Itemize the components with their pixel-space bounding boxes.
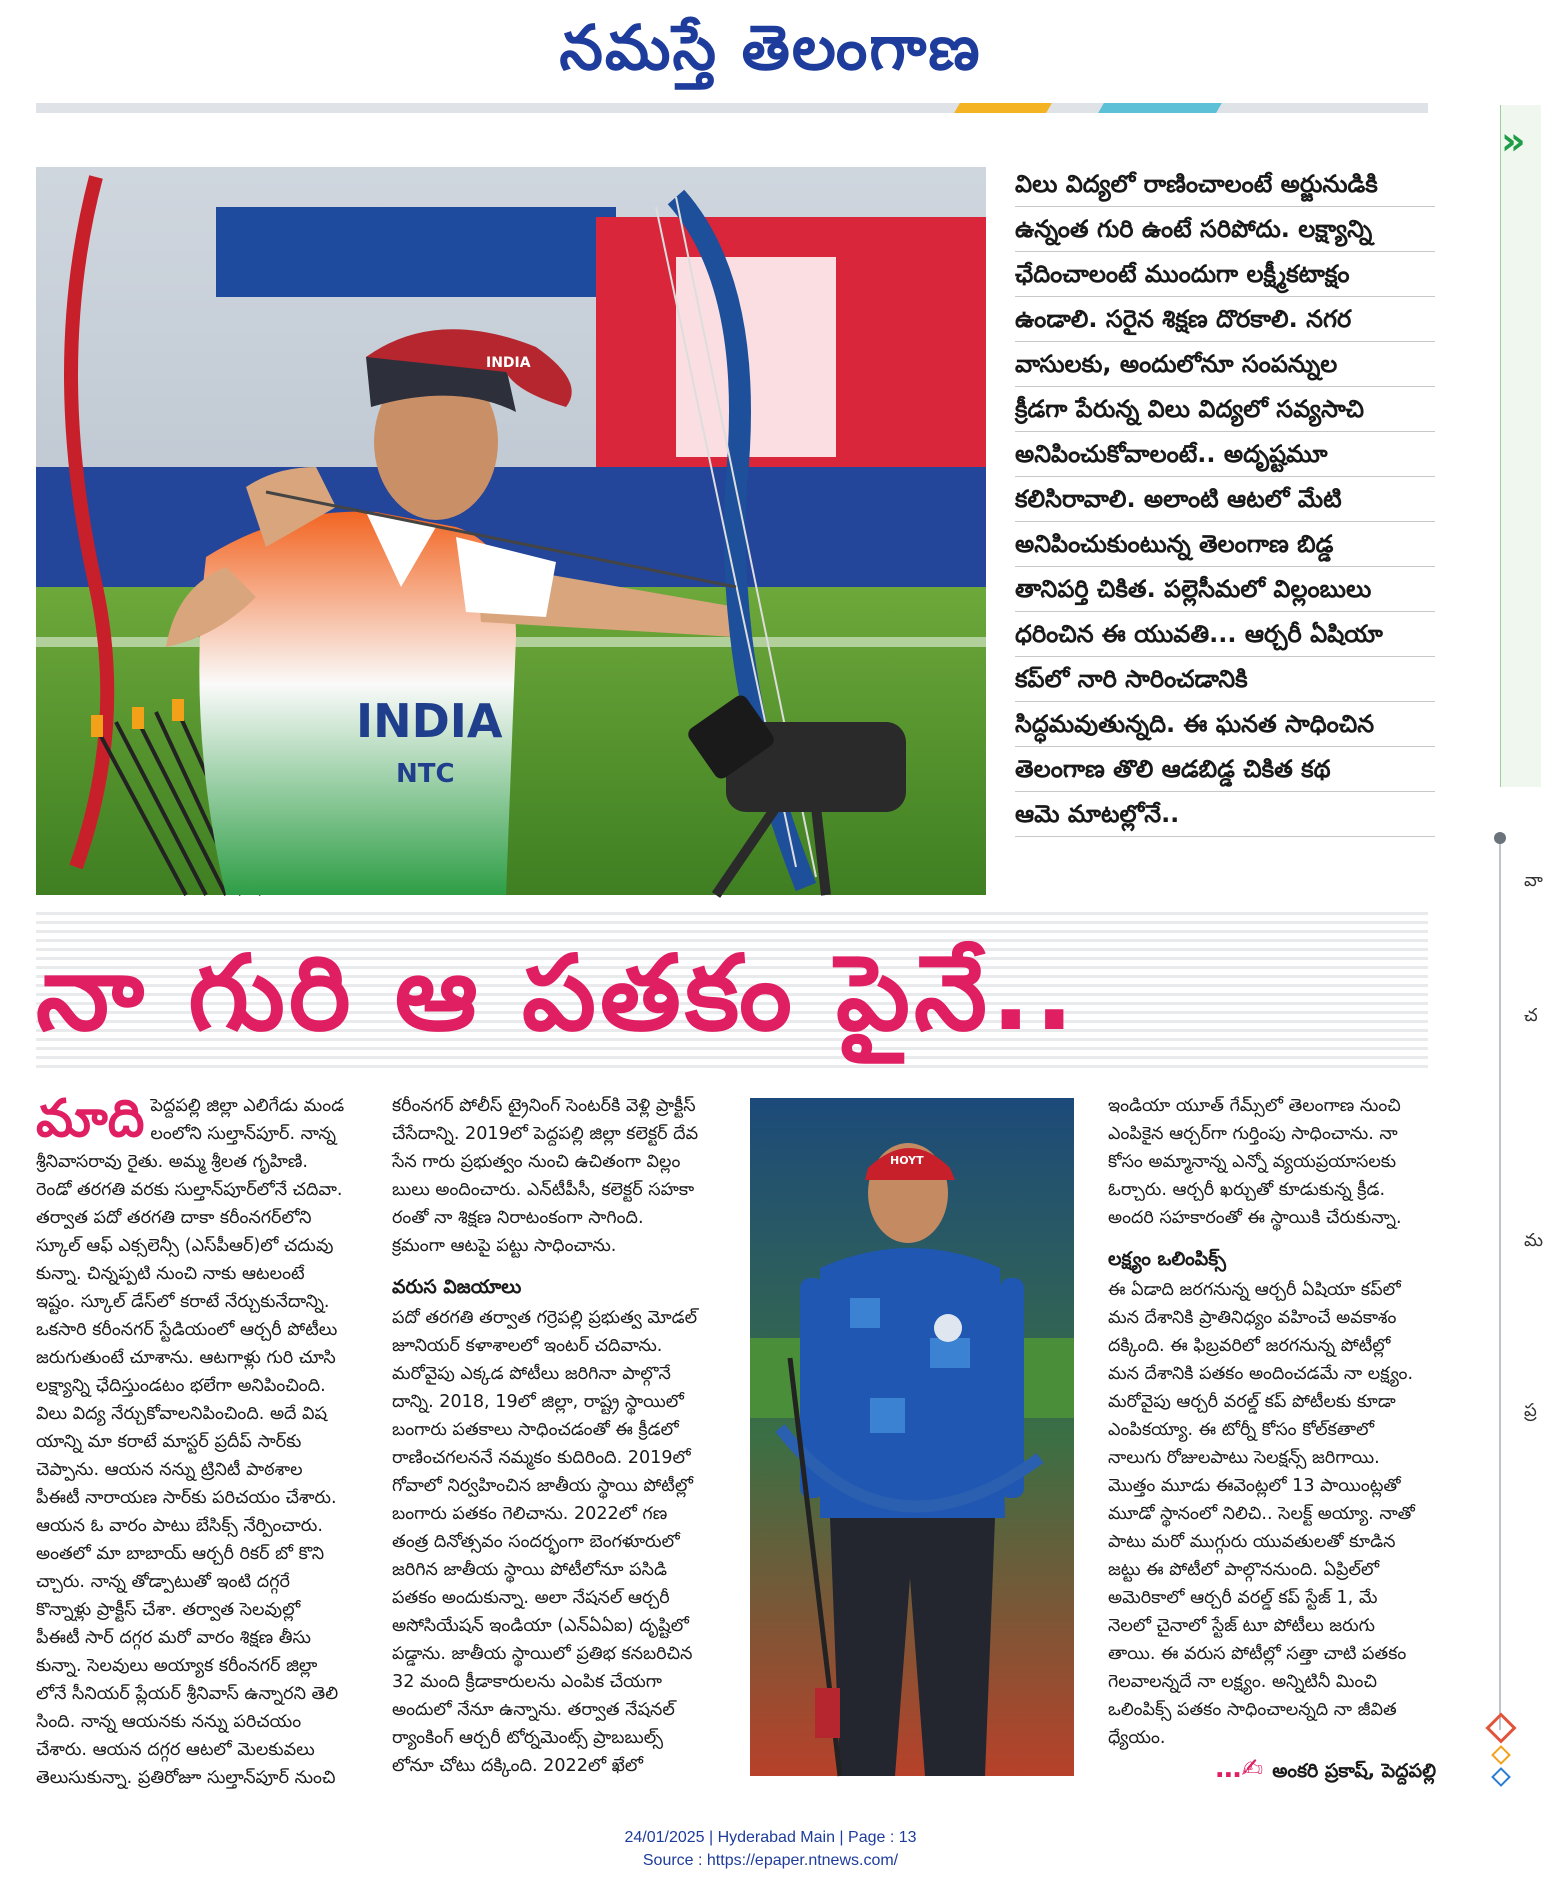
body-line: మరోవైపు ఎక్కడ పోటీలు జరిగినా పాల్గొనే: [392, 1364, 671, 1384]
body-line: సింది. నాన్న ఆయనకు నన్ను పరిచయం: [36, 1712, 302, 1732]
body-line: కున్నా. సెలవులు అయ్యాక కరీంనగర్ జిల్లా: [36, 1656, 318, 1676]
body-line: కరీంనగర్ పోలీస్ ట్రైనింగ్ సెంటర్‌కి వెళ్లి ప్రాక్టీస్: [392, 1096, 696, 1116]
body-line: అమెరికాలో ఆర్చరీ వరల్డ్ కప్ స్టేజ్ 1, మే: [1108, 1588, 1378, 1608]
body-line: తంత్ర దినోత్సవం సందర్భంగా బెంగళూరులో: [392, 1532, 680, 1552]
body-line: మూడో స్థానంలో నిలిచి.. సెలక్ట్ అయ్యా. నాతో: [1108, 1504, 1415, 1524]
diamond-icon: [1485, 1712, 1516, 1743]
body-line: నాలుగు రోజులపాటు సెలక్షన్స్ జరిగాయి.: [1108, 1448, 1380, 1468]
body-line: మరోవైపు ఆర్చరీ వరల్డ్ కప్ పోటీలకు కూడా: [1108, 1392, 1396, 1412]
body-line: చెప్పాను. ఆయన నన్ను ట్రినిటీ పాఠశాల: [36, 1460, 303, 1480]
byline: [1108, 1752, 1436, 1788]
intro-line: సిద్ధమవుతున్నది. ఈ ఘనత సాధించిన: [1015, 702, 1435, 747]
body-line: మన దేశానికి ప్రాతినిధ్యం వహించే అవకాశం: [1108, 1308, 1397, 1328]
body-line: దాన్ని. 2018, 19లో జిల్లా, రాష్ట్ర స్థాయిలో: [392, 1392, 684, 1412]
body-line: లంలోని సుల్తాన్‌పూర్. నాన్న: [150, 1124, 336, 1144]
rail-glyph-1: వా: [1524, 870, 1543, 891]
body-line: యాన్ని మా కరాటే మాస్టర్ ప్రదీప్ సార్‌కు: [36, 1432, 302, 1452]
body-line: ఇండియా యూత్ గేమ్స్‌లో తెలంగాణ నుంచి: [1108, 1096, 1401, 1116]
body-line: సేన గారు ప్రభుత్వం నుంచి ఉచితంగా విల్లం: [392, 1152, 681, 1172]
body-line: పెద్దపల్లి జిల్లా ఎలిగేడు మండ: [150, 1096, 345, 1116]
intro-line: ఛేదించాలంటే ముందుగా లక్ష్మీకటాక్షం: [1015, 252, 1435, 297]
body-line: శ్రీనివాసరావు రైతు. అమ్మ శ్రీలత గృహిణి.: [36, 1152, 309, 1172]
body-line: పీఈటీ సార్ దగ్గర మరో వారం శిక్షణ తీసు: [36, 1628, 311, 1648]
body-line: జూనియర్ కళాశాలలో ఇంటర్ చదివాను.: [392, 1336, 663, 1356]
section-subhead: లక్ష్యం ఒలింపిక్స్: [1108, 1248, 1226, 1270]
hero-shirt-text: INDIA: [356, 694, 503, 748]
hero-photo-illustration: [36, 167, 986, 895]
body-line: పడ్డాను. జాతీయ స్థాయిలో ప్రతిభ కనబరిచిన: [392, 1644, 693, 1664]
body-line: ఈ ఏడాది జరగనున్న ఆర్చరీ ఏషియా కప్‌లో: [1108, 1280, 1401, 1300]
rule-accent-cyan: [1098, 103, 1222, 113]
hero-photo: [36, 167, 986, 895]
body-line: గెలవాలన్నదే నా లక్ష్యం. అన్నిటినీ మించి: [1108, 1672, 1377, 1692]
body-line: కోసం అమ్మానాన్న ఎన్నో వ్యయప్రయాసలకు: [1108, 1152, 1397, 1172]
rail-dot: [1494, 832, 1506, 844]
body-line: ఆయన ఓ వారం పాటు బేసిక్స్ నేర్పించారు.: [36, 1516, 323, 1536]
hero-cap-text: INDIA: [486, 355, 531, 371]
intro-line: కప్‌లో నారి సారించడానికి: [1015, 657, 1435, 702]
body-line: బంగారు పతకం గెలిచాను. 2022లో గణ: [392, 1504, 668, 1524]
body-line: జరుగుతుంటే చూశాను. ఆటగాళ్లు గురి చూసి: [36, 1348, 336, 1368]
body-line: ఓర్చారు. ఆర్చరీ ఖర్చుతో కూడుకున్న క్రీడ.: [1108, 1180, 1386, 1200]
body-line: మొత్తం మూడు ఈవెంట్లలో 13 పాయింట్లతో: [1108, 1476, 1401, 1496]
intro-line: తానిపర్తి చికిత. పల్లెసీమలో విల్లంబులు: [1015, 567, 1435, 612]
intro-line: ఉన్నంత గురి ఉంటే సరిపోదు. లక్ష్యాన్ని: [1015, 207, 1435, 252]
body-line: కొన్నాళ్లు ప్రాక్టీస్ చేశా. తర్వాత సెలవుల్లో: [36, 1600, 301, 1620]
chevron-right-icon: »: [1501, 119, 1526, 163]
rail-line: [1499, 840, 1501, 1730]
inset-photo-illustration: [750, 1098, 1074, 1776]
body-line: తాయి. ఈ వరుస పోటీల్లో సత్తా చాటి పతకం: [1108, 1644, 1407, 1664]
intro-line: అనిపించుకుంటున్న తెలంగాణ బిడ్డ: [1015, 522, 1435, 567]
footer-date-edition: 24/01/2025 | Hyderabad Main | Page : 13: [624, 1829, 917, 1846]
byline-text: అంకరి ప్రకాష్, పెద్దపల్లి: [1272, 1760, 1436, 1782]
body-line: ఒలింపిక్స్ పతకం సాధించాలన్నది నా జీవిత: [1108, 1700, 1397, 1720]
intro-line: తెలంగాణ తొలి ఆడబిడ్డ చికిత కథ: [1015, 747, 1435, 792]
body-line: 32 మంది క్రీడాకారులను ఎంపిక చేయగా: [392, 1672, 662, 1692]
intro-line: కలిసిరావాలి. అలాంటి ఆటలో మేటి: [1015, 477, 1435, 522]
body-line: బులు అందించారు. ఎన్‌టీపీసీ, కలెక్టర్ సహకా: [392, 1180, 695, 1200]
body-line: పతకం అందుకున్నా. అలా నేషనల్ ఆర్చరీ: [392, 1588, 670, 1608]
body-line: పీఈటీ నారాయణ సార్‌కు పరిచయం చేశారు.: [36, 1488, 337, 1508]
body-line: అసోసియేషన్ ఇండియా (ఎన్ఏఏఐ) దృష్టిలో: [392, 1616, 689, 1636]
intro-line: ధరించిన ఈ యువతి... ఆర్చరీ ఏషియా: [1015, 612, 1435, 657]
page-footer: [0, 1826, 1541, 1872]
body-line: జరిగిన జాతీయ స్థాయి పోటీలోనూ పసిడి: [392, 1560, 667, 1580]
intro-line: విలు విద్యలో రాణించాలంటే అర్జునుడికి: [1015, 162, 1435, 207]
body-line: రాణించగలననే నమ్మకం కుదిరింది. 2019లో: [392, 1448, 691, 1468]
body-line: రంతో నా శిక్షణ నిరాటంకంగా సాగింది.: [392, 1208, 644, 1228]
body-line: ఒకసారి కరీంనగర్ స్టేడియంలో ఆర్చరీ పోటీలు: [36, 1320, 338, 1340]
section-subhead: వరుస విజయాలు: [392, 1276, 522, 1298]
masthead-title: నమస్తే తెలంగాణ: [559, 11, 982, 84]
footer-source: Source : https://epaper.ntnews.com/: [642, 1852, 899, 1869]
body-line: అందరి సహకారంతో ఈ స్థాయికి చేరుకున్నా.: [1108, 1208, 1402, 1228]
body-line: చేశారు. ఆయన దగ్గర ఆటలో మెలకువలు: [36, 1740, 315, 1760]
rail-glyph-3: మ: [1524, 1230, 1543, 1251]
body-line: అందులో నేనూ ఉన్నాను. తర్వాత నేషనల్: [392, 1700, 675, 1720]
body-line: ఇష్టం. స్కూల్ డేస్‌లో కరాటే నేర్చుకునేదాన్ని.: [36, 1292, 330, 1312]
intro-line: ఆమె మాటల్లోనే..: [1015, 792, 1435, 837]
body-line: మన దేశానికి పతకం అందించడమే నా లక్ష్యం.: [1108, 1364, 1414, 1384]
body-line: తెలుసుకున్నా. ప్రతిరోజూ సుల్తాన్‌పూర్ నుంచి: [36, 1768, 336, 1788]
body-line: లక్ష్యాన్ని ఛేదిస్తుండటం భలేగా అనిపించింది.: [36, 1376, 326, 1396]
body-line: విలు విద్య నేర్చుకోవాలనిపించింది. అదే విష: [36, 1404, 328, 1424]
article-column-3: [1108, 1092, 1436, 1788]
intro-paragraph: [1015, 162, 1435, 837]
dropcap: మాది: [36, 1089, 145, 1149]
body-line: ధ్యేయం.: [1108, 1728, 1166, 1748]
body-line: ఎంపికయ్యా. ఈ టోర్నీ కోసం కోల్‌కతాలో: [1108, 1420, 1375, 1440]
body-line: జట్టు ఈ పోటీలో పాల్గొననుంది. ఏప్రిల్‌లో: [1108, 1560, 1380, 1580]
diamond-icon: [1491, 1767, 1511, 1787]
body-line: దక్కింది. ఈ ఫిబ్రవరిలో జరగనున్న పోటీల్లో: [1108, 1336, 1391, 1356]
body-line: ఎంపికైన ఆర్చర్‌గా గుర్తింపు సాధించాను. నా: [1108, 1124, 1398, 1144]
body-line: బంగారు పతకాలు సాధించడంతో ఈ క్రీడలో: [392, 1420, 679, 1440]
inset-cap-text: HOYT: [890, 1154, 924, 1167]
next-page-edge: [1500, 105, 1541, 787]
body-line: పాటు మరో ముగ్గురు యువతులతో కూడిన: [1108, 1532, 1396, 1552]
body-line: లోనూ చోటు దక్కింది. 2022లో ఖేలో: [392, 1756, 644, 1776]
body-line: స్కూల్ ఆఫ్ ఎక్సలెన్సీ (ఎస్‌పీఆర్)లో చదువు: [36, 1236, 334, 1256]
diamond-icon: [1491, 1745, 1511, 1765]
body-line: ర్యాంకింగ్ ఆర్చరీ టోర్నమెంట్స్ ప్రాబబుల్స్: [392, 1728, 664, 1748]
body-line: క్రమంగా ఆటపై పట్టు సాధించాను.: [392, 1236, 617, 1256]
headline: నా గురి ఆ పతకం పైనే..: [36, 932, 1079, 1054]
body-line: గోవాలో నిర్వహించిన జాతీయ స్థాయి పోటీల్లో: [392, 1476, 693, 1496]
body-line: చ్చారు. నాన్న తోడ్పాటుతో ఇంటి దగ్గరే: [36, 1572, 290, 1592]
rule-accent-yellow: [954, 103, 1052, 113]
article-column-1: [36, 1089, 366, 1792]
body-line: నెలలో చైనాలో స్టేజ్ టూ పోటీలు జరుగు: [1108, 1616, 1375, 1636]
article-column-2: [392, 1092, 724, 1780]
masthead-rule: [36, 103, 1428, 113]
intro-line: ఉండాలి. సరైన శిక్షణ దొరకాలి. నగర: [1015, 297, 1435, 342]
rail-glyph-2: చ: [1524, 1005, 1538, 1026]
body-line: చేసేదాన్ని. 2019లో పెద్దపల్లి జిల్లా కలెక్టర్ దేవ: [392, 1124, 699, 1144]
pen-icon: …✍: [1215, 1754, 1273, 1784]
body-line: తర్వాత పదో తరగతి దాకా కరీంనగర్‌లోని: [36, 1208, 312, 1228]
inset-photo: [750, 1098, 1074, 1776]
body-line: పదో తరగతి తర్వాత గర్రెపల్లి ప్రభుత్వ మోడల్: [392, 1308, 698, 1328]
body-line: అంతలో మా బాబాయ్ ఆర్చరీ రికర్ బో కొని: [36, 1544, 325, 1564]
body-line: కున్నా. చిన్నప్పటి నుంచి నాకు ఆటలంటే: [36, 1264, 305, 1284]
intro-line: అనిపించుకోవాలంటే.. అదృష్టమూ: [1015, 432, 1435, 477]
intro-line: క్రీడగా పేరున్న విలు విద్యలో సవ్యసాచి: [1015, 387, 1435, 432]
body-line: రెండో తరగతి వరకు సుల్తాన్‌పూర్‌లోనే చదివా.: [36, 1180, 343, 1200]
rail-glyph-4: ప్ర: [1524, 1400, 1537, 1421]
body-line: లోనే సీనియర్ ప్లేయర్ శ్రీనివాస్ ఉన్నారని తెలి: [36, 1684, 339, 1704]
hero-shirt-subtext: NTC: [396, 759, 455, 789]
intro-line: వాసులకు, అందులోనూ సంపన్నుల: [1015, 342, 1435, 387]
